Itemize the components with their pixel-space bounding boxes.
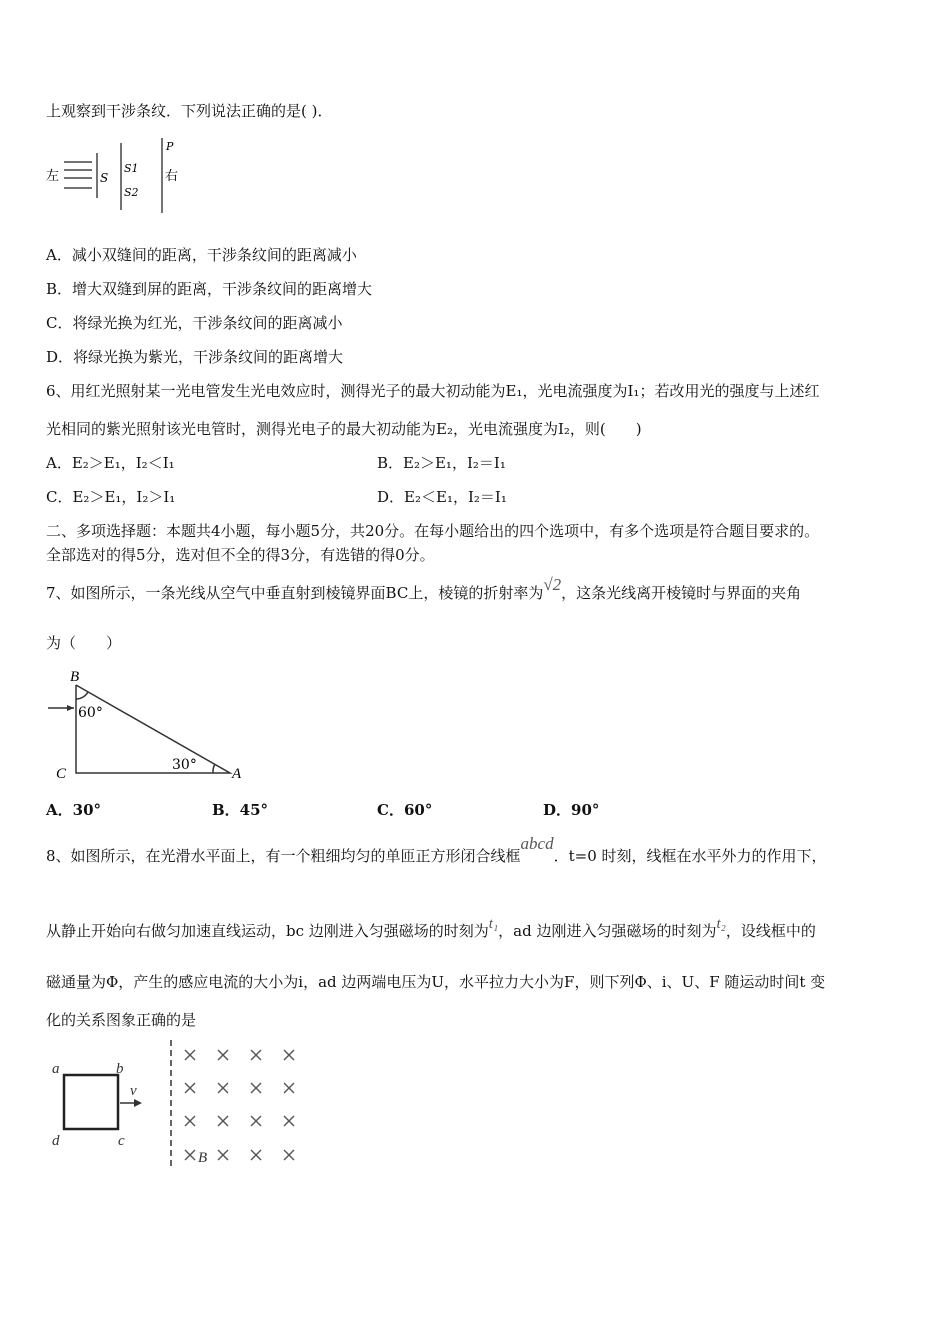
section2-line2: 全部选对的得5分，选对但不全的得3分，有选错的得0分。 bbox=[46, 546, 435, 564]
q8-line4: 化的关系图象正确的是 bbox=[46, 1011, 197, 1029]
q7-line1 bbox=[46, 575, 802, 603]
q6-line2: 光相同的紫光照射该光电管时，测得光电子的最大初动能为E₂，光电流强度为I₂，则( ) bbox=[46, 420, 642, 438]
q5-option-b: B．增大双缝到屏的距离，干涉条纹间的距离增大 bbox=[46, 280, 373, 298]
label-field: B bbox=[198, 1150, 208, 1166]
q5-stem: 上观察到干涉条纹．下列说法正确的是( )． bbox=[46, 102, 333, 120]
q8-line3: 磁通量为Φ，产生的感应电流的大小为i，ad 边两端电压为U，水平拉力大小为F，则下列Φ、i、U、F 随运动时间t 变 bbox=[46, 973, 826, 991]
q7-option-a: A．30° bbox=[46, 801, 102, 819]
q8-text-2b: ，ad 边刚进入匀强磁场的时刻为 bbox=[498, 922, 717, 940]
q6-option-a: A．E₂＞E₁，I₂＜I₁ bbox=[46, 454, 175, 472]
q7-option-d: D．90° bbox=[543, 801, 600, 819]
label-b: b bbox=[116, 1061, 124, 1077]
label-a: a bbox=[52, 1061, 60, 1077]
q5-option-c: C．将绿光换为红光，干涉条纹间的距离减小 bbox=[46, 314, 343, 332]
double-slit-figure bbox=[40, 130, 200, 220]
q8-line2 bbox=[46, 916, 816, 942]
label-right: 右 bbox=[165, 169, 179, 184]
q6-option-c: C．E₂＞E₁，I₂＞I₁ bbox=[46, 488, 176, 506]
label-d: d bbox=[52, 1133, 60, 1149]
label-p: P bbox=[166, 140, 174, 153]
q7-text-a: 7、如图所示，一条光线从空气中垂直射到棱镜界面BC上，棱镜的折射率为 bbox=[46, 584, 544, 602]
t1-label: t₁ bbox=[488, 916, 499, 932]
label-b: B bbox=[70, 669, 80, 685]
label-s1: S1 bbox=[124, 162, 139, 175]
q7-option-c: C．60° bbox=[377, 801, 433, 819]
label-c: C bbox=[56, 766, 67, 782]
t2-label: t₂ bbox=[716, 916, 726, 932]
q6-option-b: B．E₂＞E₁，I₂＝I₁ bbox=[377, 454, 506, 472]
q7-option-b: B．45° bbox=[212, 801, 269, 819]
field-crosses bbox=[185, 1050, 294, 1160]
q7-line2: 为（ ） bbox=[46, 634, 122, 652]
label-left: 左 bbox=[46, 169, 60, 184]
angle-a: 30° bbox=[172, 757, 197, 773]
label-s2: S2 bbox=[124, 186, 139, 199]
q8-text-2a: 从静止开始向右做匀加速直线运动，bc 边刚进入匀强磁场的时刻为 bbox=[46, 922, 489, 940]
q5-option-d: D．将绿光换为紫光，干涉条纹间的距离增大 bbox=[46, 348, 344, 366]
q6-line1: 6、用红光照射某一光电管发生光电效应时，测得光子的最大初动能为E₁，光电流强度为I₁；若改用光的强度与上述红 bbox=[46, 382, 820, 400]
sqrt2: √2 bbox=[543, 575, 562, 594]
q8-text-a: 8、如图所示，在光滑水平面上，有一个粗细均匀的单匝正方形闭合线框 bbox=[46, 847, 521, 865]
label-c: c bbox=[118, 1133, 125, 1149]
angle-b: 60° bbox=[78, 705, 103, 721]
label-v: v bbox=[130, 1083, 137, 1099]
q8-text-2c: ，设线框中的 bbox=[725, 922, 816, 940]
prism-figure bbox=[40, 665, 260, 785]
q8-text-b: ．t=0 时刻，线框在水平外力的作用下， bbox=[553, 847, 827, 865]
q5-option-a: A．减小双缝间的距离，干涉条纹间的距离减小 bbox=[46, 246, 357, 264]
loop-field-figure bbox=[40, 1035, 310, 1175]
label-a: A bbox=[232, 766, 242, 782]
q6-option-d: D．E₂＜E₁，I₂＝I₁ bbox=[377, 488, 507, 506]
section2-line1: 二、多项选择题：本题共4小题，每小题5分，共20分。在每小题给出的四个选项中，有多个选项是符合题目要求的。 bbox=[46, 522, 820, 540]
label-s: S bbox=[100, 171, 109, 185]
q7-text-b: ，这条光线离开棱镜时与界面的夹角 bbox=[561, 584, 802, 602]
abcd-label: abcd bbox=[520, 834, 554, 853]
q8-line1 bbox=[46, 834, 827, 866]
